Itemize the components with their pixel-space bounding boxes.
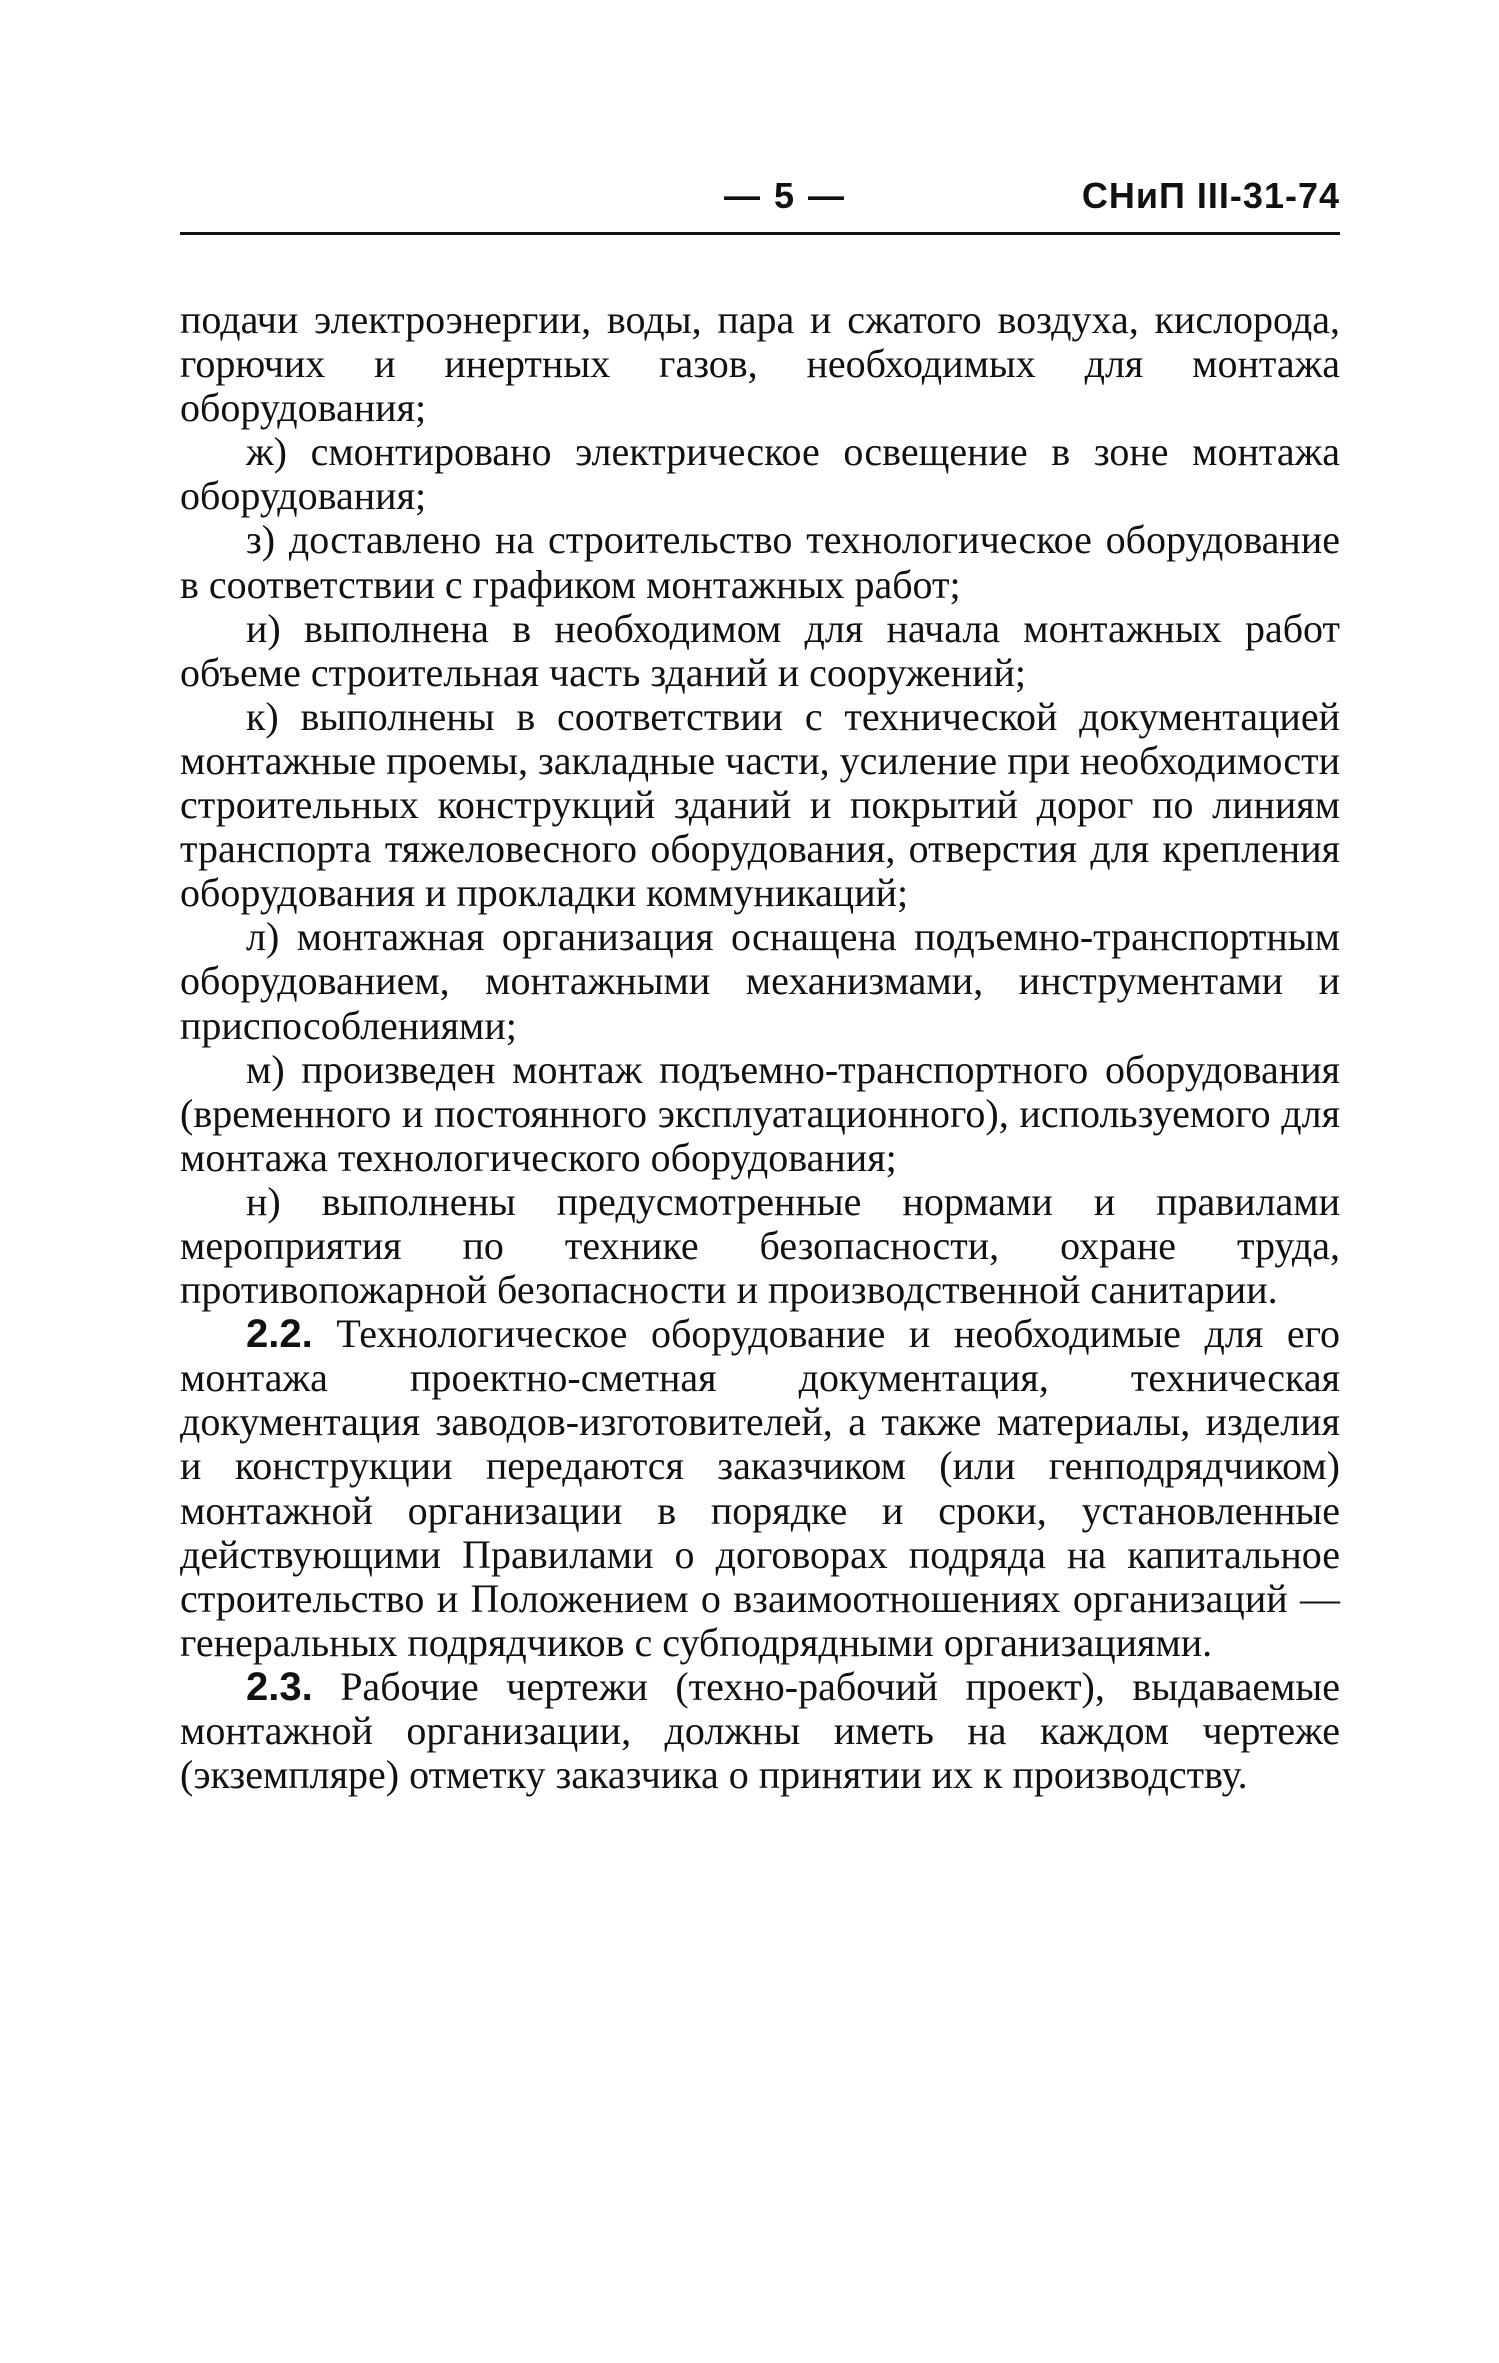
list-item-m: м) произведен монтаж подъемно-транспортного оборудования (временного и постоянного эксплуатационного), используемого для монтажа технологического оборудования;	[180, 1046, 1340, 1180]
list-item-n: н) выполнены предусмотренные нормами и правилами мероприятия по технике безопасности, охране труда, противопожарной безопасности и производственной санитарии.	[180, 1178, 1340, 1313]
page-header	[180, 175, 1340, 235]
document-code: СНиП III-31-74	[1081, 175, 1340, 216]
list-item-i: и) выполнена в необходимом для начала монтажных работ объеме строительная часть зданий и сооружений;	[180, 605, 1340, 695]
list-item-l: л) монтажная организация оснащена подъемно-транспортным оборудованием, монтажными механизмами, инструментами и приспособлениями;	[180, 914, 1340, 1048]
clause-text: Технологическое оборудование и необходимые для его монтажа проектно-сметная документация, техническая документация заводов-изготовителей, а также материалы, изделия и конструкции передаются заказчиком (или генподрядчиком) монтажной организации в порядке и сроки, установленные действующими Правилами о договорах подряда на капитальное строительство и Положением о взаимоотношениях организаций — генеральных подрядчиков с субподрядными организациями.	[180, 1311, 1341, 1665]
clause-2-3	[180, 1665, 1340, 1797]
list-item-zh: ж) смонтировано электрическое освещение в зоне монтажа оборудования;	[180, 429, 1340, 519]
continuation-paragraph: подачи электроэнергии, воды, пара и сжатого воздуха, кислорода, горючих и инертных газов, необходимых для монтажа оборудования;	[180, 297, 1340, 431]
body-text	[180, 298, 1340, 1797]
clause-2-2	[180, 1312, 1340, 1665]
list-item-z: з) доставлено на строительство технологическое оборудование в соответствии с графиком монтажных работ;	[180, 517, 1340, 607]
page-number: — 5 —	[723, 175, 847, 216]
list-item-k: к) выполнены в соответствии с технической документацией монтажные проемы, закладные части, усиление при необходимости строительных конструкций зданий и покрытий дорог по линиям транспорта тяжеловесного оборудования, отверстия для крепления оборудования и прокладки коммуникаций;	[180, 693, 1340, 916]
clause-number: 2.2.	[246, 1312, 313, 1357]
header-rule	[180, 232, 1340, 235]
clause-number: 2.3.	[246, 1664, 313, 1709]
clause-text: Рабочие чертежи (техно-рабочий проект), выдаваемые монтажной организации, должны иметь на каждом чертеже (экземпляре) отметку заказчика о принятии их к производству.	[180, 1663, 1341, 1798]
